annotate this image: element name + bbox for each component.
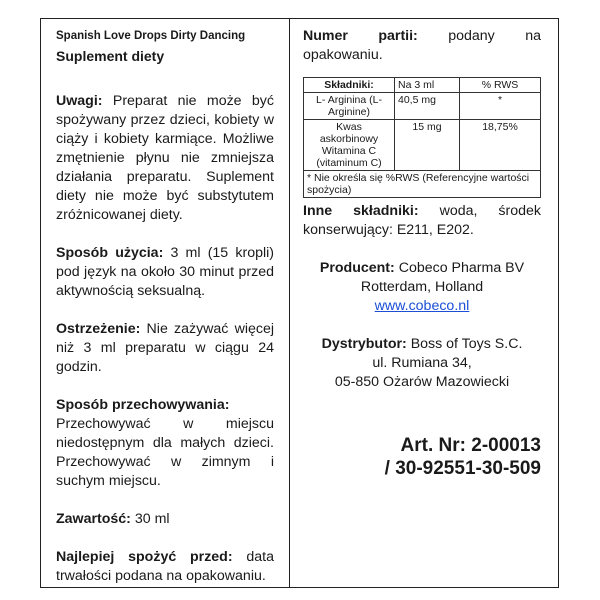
bestbefore-label: Najlepiej spożyć przed: (56, 549, 233, 565)
usage-section (56, 244, 274, 301)
distributor-street: ul. Rumiana 34, (372, 355, 472, 371)
table-cell: 40,5 mg (395, 93, 460, 120)
art-label: Art. Nr: (400, 435, 466, 456)
storage-section (56, 396, 274, 491)
distributor-name: Boss of Toys S.C. (410, 336, 523, 352)
usage-label: Sposób użycia: (56, 245, 164, 261)
storage-text: Przechowywać w miejscu niedostępnym dla małych dzieci. Przechowywać w zimnym i suchym miejscu. (56, 416, 274, 489)
distributor-city: 05-850 Ożarów Mazowiecki (334, 374, 510, 390)
other-text: woda, środek konserwujący: E211, E202. (303, 203, 541, 238)
table-cell: Kwas askorbinowy Witamina C (vitaminum C) (304, 120, 395, 171)
producer-section (303, 259, 541, 316)
content-section (56, 510, 274, 529)
table-footnote: * Nie określa się %RWS (Referencyjne wartości spożycia) (304, 171, 541, 198)
left-column (56, 27, 274, 586)
caution-label: Ostrzeżenie: (56, 321, 141, 337)
subtitle: Suplement diety (56, 48, 165, 64)
batch-label: Numer partii: (303, 28, 418, 44)
art-code: / 30-92551-30-509 (384, 458, 541, 479)
product-name: Spanish Love Drops Dirty Dancing (56, 30, 246, 42)
producer-label: Producent: (319, 260, 395, 276)
table-header: % RWS (460, 78, 541, 93)
bestbefore-text: data trwałości podana na opakowaniu. (56, 549, 274, 584)
warnings-label: Uwagi: (56, 93, 103, 109)
art-number: 2-00013 (471, 435, 541, 456)
usage-text: 3 ml (15 kropli) pod język na około 30 minut przed aktywnością seksualną. (56, 245, 274, 299)
warnings-text: Preparat nie może być spożywany przez dzieci, kobiety w ciąży i kobiety karmiące. Możliwe zmętnienie płynu nie zmniejsza działania preparatu. Suplement diety nie może być substytutem zróżnicowanej diety. (56, 93, 274, 223)
table-cell: * (460, 93, 541, 120)
table-cell: 18,75% (460, 120, 541, 171)
other-ingredients (303, 202, 541, 240)
producer-name: Cobeco Pharma BV (398, 260, 525, 276)
table-row (304, 93, 541, 120)
bestbefore-section (56, 548, 274, 586)
table-header: Na 3 ml (395, 78, 460, 93)
batch-text: podany na opakowaniu. (303, 28, 541, 63)
batch-section (303, 27, 541, 65)
caution-text: Nie zażywać więcej niż 3 ml preparatu w ciągu 24 godzin. (56, 321, 274, 375)
right-column (303, 27, 541, 480)
storage-label: Sposób przechowywania: (56, 397, 230, 413)
table-cell: 15 mg (395, 120, 460, 171)
ingredients-table (303, 77, 541, 198)
producer-link[interactable]: www.cobeco.nl (374, 298, 470, 314)
article-number (303, 434, 541, 457)
column-divider (289, 18, 290, 588)
content-text: 30 ml (134, 511, 170, 527)
table-row (304, 120, 541, 171)
content-label: Zawartość: (56, 511, 131, 527)
producer-city: Rotterdam, Holland (360, 279, 484, 295)
warnings-section (56, 92, 274, 225)
other-label: Inne składniki: (303, 203, 419, 219)
table-cell: L- Arginina (L-Arginine) (304, 93, 395, 120)
caution-section (56, 320, 274, 377)
distributor-label: Dystrybutor: (321, 336, 407, 352)
distributor-section (303, 335, 541, 392)
table-header: Składniki: (304, 78, 395, 93)
